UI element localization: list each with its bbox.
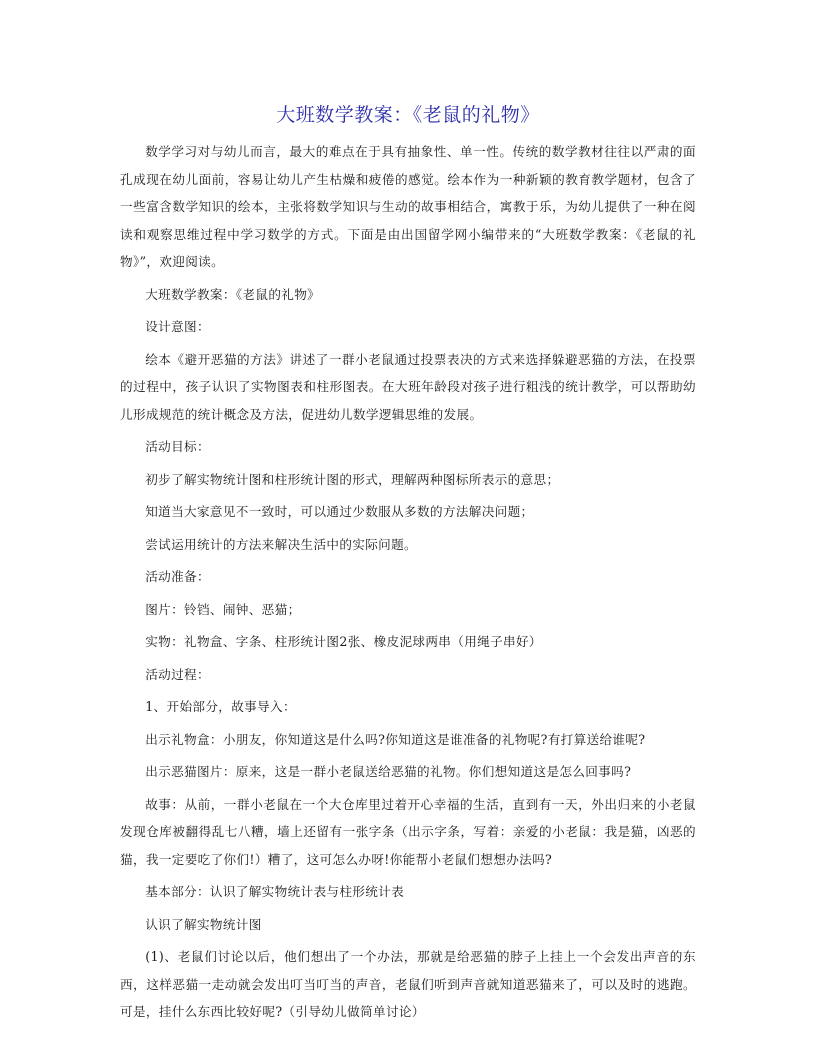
gift-box-paragraph: 出示礼物盒：小朋友，你知道这是什么吗?你知道这是谁准备的礼物呢?有打算送给谁呢?	[145, 731, 646, 747]
preparation-pictures: 图片：铃铛、闹钟、恶猫；	[145, 601, 301, 617]
discussion-paragraph: (1)、老鼠们讨论以后，他们想出了一个办法，那就是给恶猫的脖子上挂上一个会发出声音的东西，这样恶猫一走动就会发出叮当叮当的声音，老鼠们听到声音就知道恶猫来了，可以及时的逃跑。可是，挂什么东西比较好呢?（引导幼儿做简单讨论）	[120, 949, 696, 1019]
design-intent-paragraph: 绘本《避开恶猫的方法》讲述了一群小老鼠通过投票表决的方式来选择躲避恶猫的方法，在投票的过程中，孩子认识了实物图表和柱形图表。在大班年龄段对孩子进行粗浅的统计教学，可以帮助幼儿形成规范的统计概念及方法，促进幼儿数学逻辑思维的发展。	[120, 351, 696, 422]
goal-item-2: 知道当大家意见不一致时，可以通过少数服从多数的方法解决问题；	[145, 504, 534, 519]
preparation-objects: 实物：礼物盒、字条、柱形统计图2张、橡皮泥球两串（用绳子串好）	[145, 634, 542, 649]
story-paragraph: 故事：从前，一群小老鼠在一个大仓库里过着开心幸福的生活，直到有一天，外出归来的小老鼠发现仓库被翻得乱七八糟，墙上还留有一张字条（出示字条，写着：亲爱的小老鼠：我是猫，凶恶的猫，我一定要吃了你们!）糟了，这可怎么办呀!你能帮小老鼠们想想办法吗?	[120, 796, 696, 867]
document-page	[120, 100, 696, 1031]
document-title: 大班数学教案：《老鼠的礼物》	[276, 104, 540, 126]
object-chart-heading: 认识了解实物统计图	[145, 916, 262, 932]
plan-title-paragraph: 大班数学教案：《老鼠的礼物》	[145, 286, 321, 302]
process-heading: 活动过程：	[145, 666, 210, 682]
intro-paragraph: 数学学习对与幼儿而言，最大的难点在于具有抽象性、单一性。传统的数学教材往往以严肃的面孔成现在幼儿面前，容易让幼儿产生枯燥和疲倦的感觉。绘本作为一种新颖的教育教学题材，包含了一些富含数学知识的绘本，主张将数学知识与生动的故事相结合，寓教于乐，为幼儿提供了一种在阅读和观察思维过程中学习数学的方式。下面是由出国留学网小编带来的“大班数学教案：《老鼠的礼物》”，欢迎阅读。	[120, 144, 696, 269]
goals-heading: 活动目标：	[145, 439, 210, 454]
design-intent-heading: 设计意图：	[145, 319, 210, 334]
process-step-1: 1、开始部分，故事导入：	[145, 699, 296, 714]
basic-part-heading: 基本部分：认识了解实物统计表与柱形统计表	[145, 884, 405, 899]
cat-picture-paragraph: 出示恶猫图片：原来，这是一群小老鼠送给恶猫的礼物。你们想知道这是怎么回事吗?	[145, 764, 632, 779]
goal-item-3: 尝试运用统计的方法来解决生活中的实际问题。	[145, 536, 418, 552]
goal-item-1: 初步了解实物统计图和柱形统计图的形式，理解两种图标所表示的意思；	[145, 471, 560, 487]
preparation-heading: 活动准备：	[145, 569, 210, 584]
